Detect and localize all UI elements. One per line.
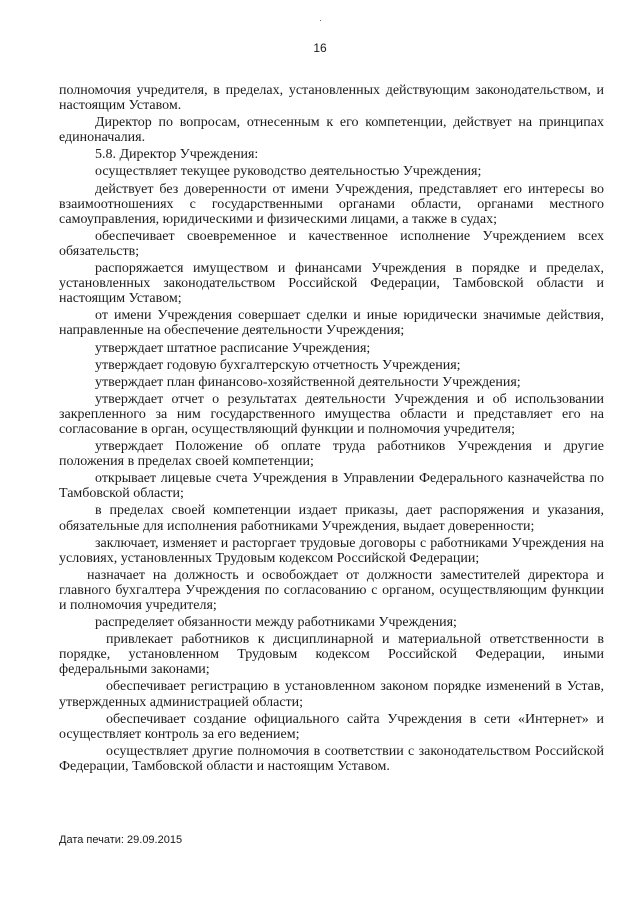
paragraph: утверждает Положение об оплате труда работников Учреждения и другие положения в пределах своей компетенции; [59,439,604,470]
paragraph: обеспечивает регистрацию в установленном законом порядке изменений в Устав, утвержденных администрацией области; [59,679,604,710]
document-body [59,83,604,776]
paragraph: распоряжается имуществом и финансами Учреждения в порядке и пределах, установленных законодательством Российской Федерации, Тамбовской области и настоящим Уставом; [59,261,604,307]
paragraph: распределяет обязанности между работниками Учреждения; [95,615,457,631]
print-date: Дата печати: 29.09.2015 [59,834,183,846]
scan-speck [320,20,321,21]
paragraph: открывает лицевые счета Учреждения в Управлении Федерального казначейства по Тамбовской области; [59,471,604,502]
paragraph: обеспечивает создание официального сайта Учреждения в сети «Интернет» и осуществляет контроль за его ведением; [59,711,604,742]
paragraph: Директор по вопросам, отнесенным к его компетенции, действует на принципах единоначалия. [59,115,604,146]
paragraph: осуществляет текущее руководство деятельностью Учреждения; [95,164,482,180]
paragraph: действует без доверенности от имени Учреждения, представляет его интересы во взаимоотношениях с государственными органами области, органами местного самоуправления, юридическими и физическими лицами, а также в судах; [59,181,604,227]
paragraph: утверждает план финансово-хозяйственной деятельности Учреждения; [95,374,521,390]
paragraph: осуществляет другие полномочия в соответствии с законодательством Российской Федерации, Тамбовской области и настоящим Уставом. [59,743,604,774]
paragraph: обеспечивает своевременное и качественное исполнение Учреждением всех обязательств; [59,228,604,259]
paragraph: полномочия учредителя, в пределах, установленных действующим законодательством, и настоящим Уставом. [59,83,604,114]
page-number: 16 [313,41,327,55]
paragraph: утверждает штатное расписание Учреждения; [95,340,371,356]
paragraph: привлекает работников к дисциплинарной и материальной ответственности в порядке, установленном Трудовым кодексом Российской Федерации, иными федеральными законами; [59,632,604,678]
paragraph: утверждает годовую бухгалтерскую отчетность Учреждения; [95,357,461,373]
paragraph: в пределах своей компетенции издает приказы, дает распоряжения и указания, обязательные для исполнения работниками Учреждения, выдает доверенности; [59,503,604,534]
paragraph: утверждает отчет о результатах деятельности Учреждения и об использовании закрепленного за ним государственного имущества области и представляет его на согласование в орган, осуществляющий функции и полномочия учредителя; [59,391,604,437]
paragraph: от имени Учреждения совершает сделки и иные юридически значимые действия, направленные на обеспечение деятельности Учреждения; [59,308,604,339]
paragraph: заключает, изменяет и расторгает трудовые договоры с работниками Учреждения на условиях, установленных Трудовым кодексом Российской Федерации; [59,535,604,566]
section-heading: 5.8. Директор Учреждения: [95,147,259,163]
paragraph: назначает на должность и освобождает от должности заместителей директора и главного бухгалтера Учреждения по согласованию с органом, осуществляющим функции и полномочия учредителя; [59,567,604,613]
